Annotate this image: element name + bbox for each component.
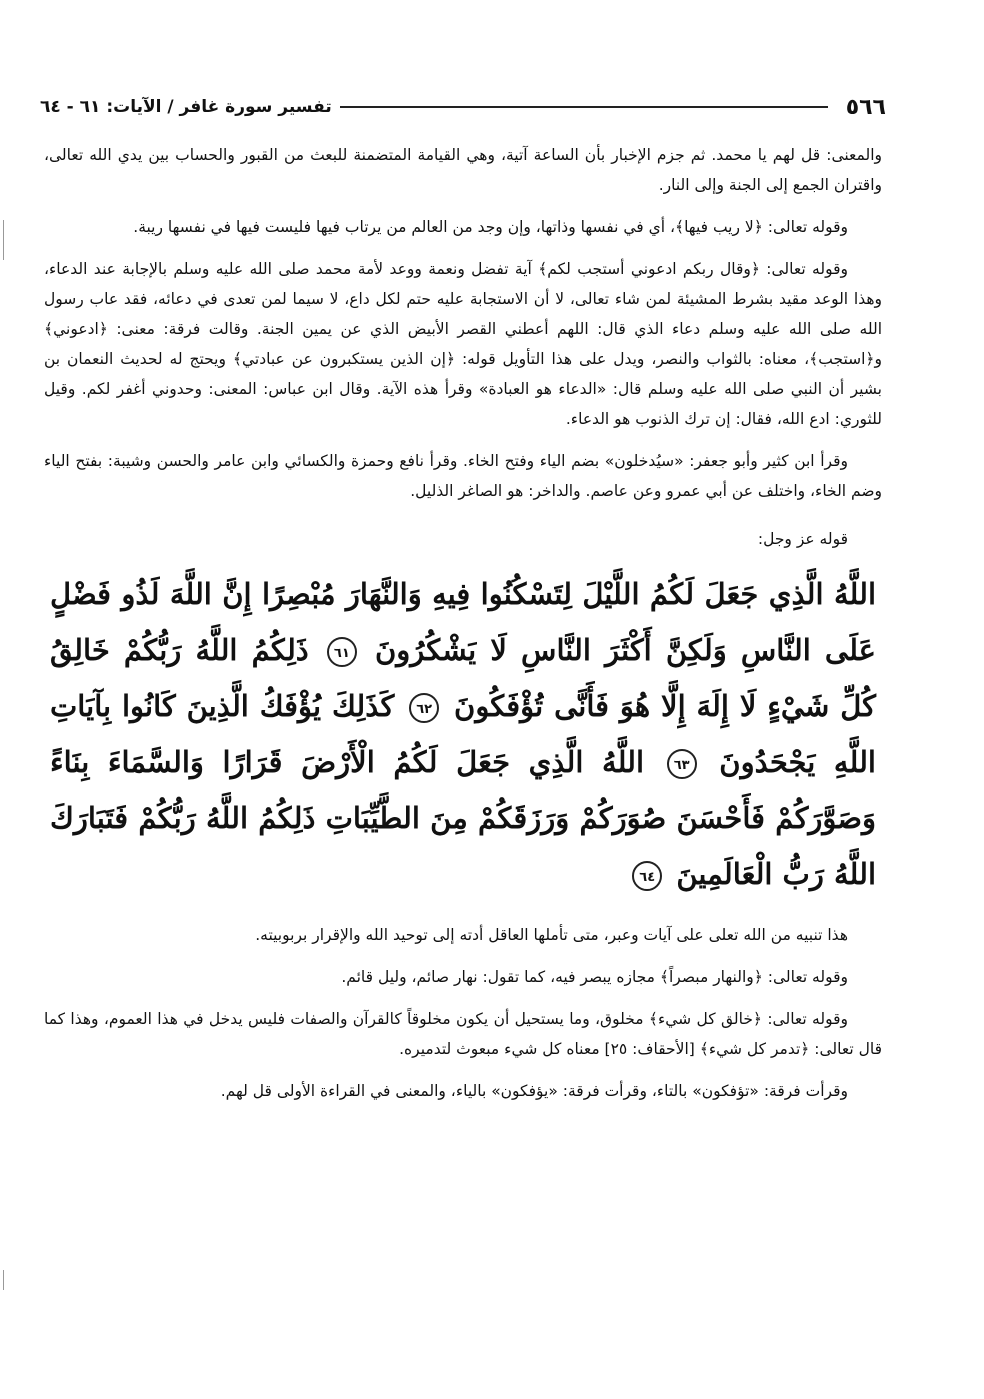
verse-number-mark: ٦١: [327, 637, 357, 667]
paragraph-meaning: والمعنى: قل لهم يا محمد. ثم جزم الإخبار بأن الساعة آتية، وهي القيامة المتضمنة للبعث من القبور والحساب بين يدي الله تعالى، واقتران الجمع إلى الجنة وإلى النار.: [44, 146, 882, 194]
verse-text: اللَّهُ الَّذِي جَعَلَ لَكُمُ الْأَرْضَ قَرَارًا وَالسَّمَاءَ بِنَاءً وَصَوَّرَكُمْ فَأَحْسَنَ صُوَرَكُمْ وَرَزَقَكُمْ مِنَ الطَّيِّبَاتِ ذَلِكُمُ اللَّهُ رَبُّكُمْ فَتَبَارَكَ اللَّهُ رَبُّ الْعَالَمِينَ: [50, 745, 876, 891]
scan-edge-mark: [3, 220, 4, 260]
paragraph-readings: وقرأ ابن كثير وأبو جعفر: «سيُدخلون» بضم الياء وفتح الخاء. وقرأ نافع وحمزة والكسائي وابن عامر والحسن وشيبة: بفتح الياء وضم الخاء، واختلف عن أبي عمرو وعن عاصم. والداخر: هو الصاغر الذليل.: [44, 452, 882, 500]
running-title: تفسير سورة غافر / الآيات: ٦١ - ٦٤: [40, 97, 332, 117]
paragraph-creator: وقوله تعالى: ﴿خالق كل شيء﴾ مخلوق، وما يستحيل أن يكون مخلوقاً كالقرآن والصفات فليس يدخل في هذا العموم، وهذا كما قال تعالى: ﴿تدمر كل شيء﴾ [الأحقاف: ٢٥] معناه كل شيء مبعوث لتدميره.: [44, 1010, 882, 1058]
verse-number-mark: ٦٢: [409, 693, 439, 723]
verse-text: كَذَلِكَ يُؤْفَكُ الَّذِينَ كَانُوا بِآيَاتِ اللَّهِ يَجْحَدُونَ: [50, 689, 876, 779]
page-header: [40, 90, 886, 124]
verse-text: ذَلِكُمُ اللَّهُ رَبُّكُمْ خَالِقُ كُلِّ شَيْءٍ لَا إِلَهَ إِلَّا هُوَ فَأَنَّى تُؤْفَكُونَ: [50, 633, 876, 723]
paragraph-signs: هذا تنبيه من الله تعلى على آيات وعبر، متى تأملها العاقل أدته إلى توحيد الله والإقرار بربوبيته.: [255, 926, 848, 944]
scan-edge-mark: [3, 1270, 4, 1290]
verse-number-mark: ٦٣: [667, 749, 697, 779]
header-rule: [340, 106, 828, 108]
verse-number-mark: ٦٤: [632, 861, 662, 891]
quran-verses: [44, 566, 882, 902]
paragraph-supplication: وقوله تعالى: ﴿وقال ربكم ادعوني أستجب لكم﴾ آية تفضل ونعمة ووعد لأمة محمد صلى الله عليه وسلم بالإجابة عند الدعاء، وهذا الوعد مقيد بشرط المشيئة لمن شاء تعالى، لا أن الاستجابة عليه حتم لكل داع، لا سيما لمن تعدى في دعائه، فقد عاب رسول الله صلى الله عليه وسلم دعاء الذي قال: اللهم أعطني القصر الأبيض الذي عن يمين الجنة. وقالت فرقة: معنى: ﴿ادعوني﴾ و﴿استجب﴾، معناه: بالثواب والنصر، ويدل على هذا التأويل قوله: ﴿إن الذين يستكبرون عن عبادتي﴾ ويحتج له لحديث النعمان بن بشير أن النبي صلى الله عليه وسلم قال: «الدعاء هو العبادة» وقرأ هذه الآية. وقال ابن عباس: المعنى: وحدوني أغفر لكم. وقيل للثوري: ادع الله، فقال: إن ترك الذنوب هو الدعاء.: [44, 260, 882, 428]
paragraph-day-seeing: وقوله تعالى: ﴿والنهار مبصراً﴾ مجازه يبصر فيه، كما تقول: نهار صائم، وليل قائم.: [341, 968, 848, 986]
paragraph-intro-verse: قوله عز وجل:: [757, 530, 848, 548]
verse-text: اللَّهُ الَّذِي جَعَلَ لَكُمُ اللَّيْلَ لِتَسْكُنُوا فِيهِ وَالنَّهَارَ مُبْصِرًا إِنَّ اللَّهَ لَذُو فَضْلٍ عَلَى النَّاسِ وَلَكِنَّ أَكْثَرَ النَّاسِ لَا يَشْكُرُونَ: [50, 577, 876, 667]
paragraph-tufakun: وقرأت فرقة: «تؤفكون» بالتاء، وقرأت فرقة: «يؤفكون» بالياء، والمعنى في القراءة الأولى قل لهم.: [220, 1082, 848, 1100]
paragraph-no-doubt: وقوله تعالى: ﴿لا ريب فيها﴾، أي في نفسها وذاتها، وإن وجد من العالم من يرتاب فيها فليست فيها في نفسها ريبة.: [133, 218, 848, 236]
page-content: [44, 140, 882, 1118]
page-number: ٥٦٦: [845, 94, 886, 120]
